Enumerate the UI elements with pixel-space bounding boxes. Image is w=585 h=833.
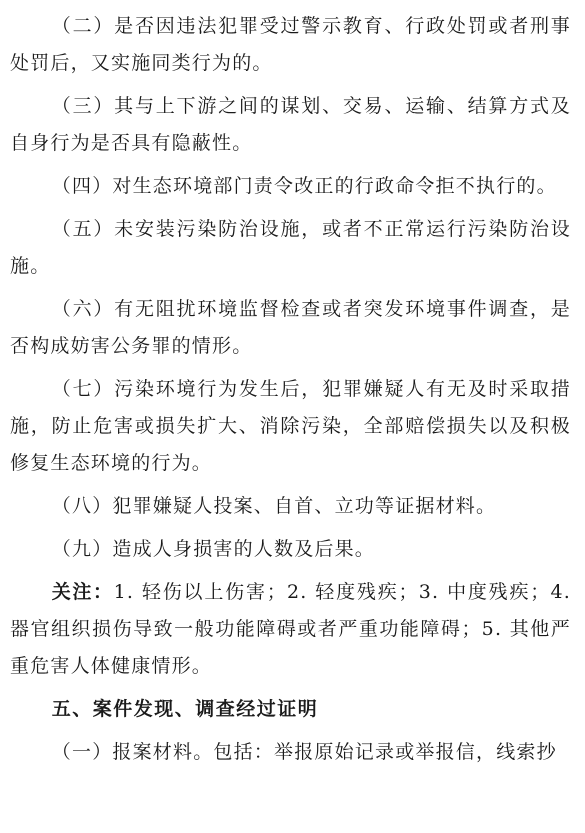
item-4: （四）对生态环境部门责令改正的行政命令拒不执行的。	[51, 175, 557, 197]
section-item-1: （一）报案材料。包括：举报原始记录或举报信，线索抄	[51, 741, 557, 763]
note-text: 1. 轻伤以上伤害；2. 轻度残疾；3. 中度残疾；4. 器官组织损伤导致一般功能障碍或者严重功能障碍；5. 其他严重危害人体健康情形。	[10, 581, 571, 677]
item-8: （八）犯罪嫌疑人投案、自首、立功等证据材料。	[51, 495, 497, 517]
item-9: （九）造成人身损害的人数及后果。	[51, 538, 375, 560]
note-label: 关注：	[51, 581, 114, 603]
item-5: （五）未安装污染防治设施，或者不正常运行污染防治设施。	[10, 218, 571, 277]
item-6: （六）有无阻扰环境监督检查或者突发环境事件调查，是否构成妨害公务罪的情形。	[10, 298, 571, 357]
note-paragraph	[10, 574, 571, 685]
item-2: （二）是否因违法犯罪受过警示教育、行政处罚或者刑事处罚后，又实施同类行为的。	[10, 15, 571, 74]
item-7: （七）污染环境行为发生后，犯罪嫌疑人有无及时采取措施，防止危害或损失扩大、消除污染，全部赔偿损失以及积极修复生态环境的行为。	[10, 378, 571, 474]
section-heading: 五、案件发现、调查经过证明	[51, 698, 319, 720]
item-3: （三）其与上下游之间的谋划、交易、运输、结算方式及自身行为是否具有隐蔽性。	[10, 95, 571, 154]
